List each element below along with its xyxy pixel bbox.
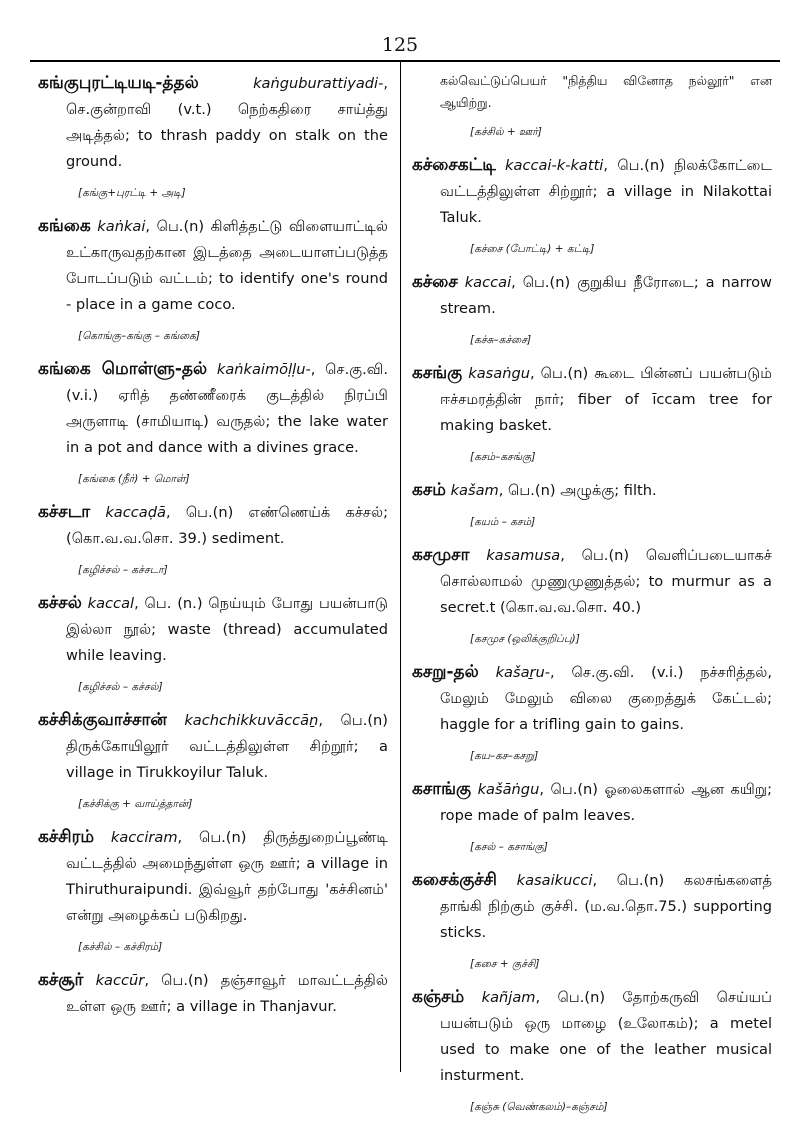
entry-etymology: [கழிச்சல் – கச்சல்] [78,681,163,693]
entry-headword: கங்கை [38,216,91,236]
entry-etymology: [கச்சை (போட்டி) + கட்டி] [470,243,595,255]
header-rule [30,60,780,62]
dictionary-entry [412,867,772,946]
dictionary-entry [412,776,772,829]
entry-etymology: [கயம் – கசம்] [470,516,536,528]
entry-transliteration: kaccūr [95,972,145,989]
dictionary-entry [412,269,772,322]
column-divider [400,62,401,1072]
dictionary-entry [412,542,772,621]
entry-transliteration: kasaṅgu [468,365,530,382]
entry-etymology: [கச்சில் – கச்சிரம்] [78,941,163,953]
entry-headword: கச்சடா [38,502,91,522]
dictionary-entry [38,70,388,175]
dictionary-entry [412,659,772,738]
entry-headword: கச்சிக்குவாச்சான் [38,710,167,730]
dictionary-entry [412,984,772,1089]
entry-definition: , பெ.(n) அழுக்கு; filth. [498,482,657,499]
entry-definition: , பெ.(n) திருக்கோயிலூர் வட்டத்திலுள்ள சிற்றூர்; a village in Tirukkoyilur Taluk. [66,712,388,781]
entry-etymology: [கசல் – கசாங்கு] [470,841,548,853]
entry-definition: , பெ.(n) எண்ணெய்க் கச்சல்; (கொ.வ.வ.சொ. 39.) sediment. [66,504,389,547]
entry-etymology: [கசமுச (ஒலிக்குறிப்பு)] [470,633,580,645]
dictionary-entry [38,213,388,318]
entry-headword: கச்சை [412,272,458,292]
dictionary-entry [38,824,388,929]
entry-definition: , பெ.(n) தோற்கருவி செய்யப் பயன்படும் ஒரு மாழை (உலோகம்); a metel used to make one of the leather musical insturment. [440,989,772,1084]
entry-transliteration: kañjam [481,989,536,1006]
entry-definition: , பெ.(n) கிளித்தட்டு விளையாட்டில் உட்காருவதற்கான இடத்தை அடையாளப்படுத்த போடப்படும் வட்டம்; to identify one's round - place in a game coco. [66,218,389,313]
entry-definition: , செ.கு.வி. (v.i.) நச்சரித்தல், மேலும் மேலும் விலை குறைத்துக் கேட்டல்; haggle for a trifling gain to gains. [440,664,773,733]
entry-headword: கச்சல் [38,593,82,613]
dictionary-entry [412,152,772,231]
entry-transliteration: kasaikucci [516,872,593,889]
dictionary-entry [38,590,388,669]
entry-transliteration: kaṅkaimōḷḷu- [216,361,311,378]
entry-headword: கச்சூர் [38,970,84,990]
entry-definition: , பெ.(n) நிலக்கோட்டை வட்டத்திலுள்ள சிற்றூர்; a village in Nilakottai Taluk. [440,157,773,226]
entry-etymology: [கச்சு–கச்சை] [470,334,532,346]
entry-etymology: [கசம்–கசங்கு] [470,451,536,463]
entry-etymology: [கய–கச–கசறு] [470,750,539,762]
entry-transliteration: kaccai [464,274,512,291]
entry-headword: கசங்கு [412,363,463,383]
entry-etymology: [கங்கு+புரட்டி + அடி] [78,187,186,199]
entry-headword: கசம் [412,480,446,500]
entry-definition: , செ.கு.வி. (v.i.) ஏரித் தண்ணீரைக் குடத்தில் நிரப்பி அருளாடி (சாமியாடி) வருதல்; the lake water in a pot and dance with a divines grace. [66,361,389,456]
entry-headword: கங்குபுரட்டியடி-த்தல் [38,73,199,93]
entry-transliteration: kaṅkai [97,218,146,235]
entry-headword: கசைக்குச்சி [412,870,497,890]
entry-transliteration: kaccai-k-katti [505,157,604,174]
entry-etymology: [கஞ்சு (வெண்கலம்)–கஞ்சம்] [470,1101,608,1113]
entry-etymology: [கழிச்சல் – கச்சடா] [78,564,168,576]
entry-headword: கச்சைகட்டி [412,155,496,175]
entry-transliteration: kašaṟu- [495,664,551,681]
entry-transliteration: kaccaḍā [105,504,166,521]
entry-headword: கச்சிரம் [38,827,95,847]
entry-etymology: [கங்கை (நீர்) + மொள்] [78,473,190,485]
dictionary-entry [38,707,388,786]
entry-definition: , பெ.(n) குறுகிய நீரோடை; a narrow stream. [440,274,772,317]
entry-definition: , பெ.(n) கலசங்களைத் தாங்கி நிற்கும் குச்சி. (ம.வ.தொ.75.) supporting sticks. [440,872,773,941]
entry-definition: , பெ.(n) தஞ்சாவூர் மாவட்டத்தில் உள்ள ஒரு ஊர்; a village in Thanjavur. [66,972,389,1015]
dictionary-entry [412,477,772,504]
entry-transliteration: kaccal [87,595,135,612]
dictionary-entry [412,360,772,439]
entry-definition: , பெ. (n.) நெய்யும் போது பயன்பாடு இல்லா நூல்; waste (thread) accumulated while leaving. [66,595,388,664]
entry-etymology: [கச்சில் + ஊர்] [470,126,542,138]
entry-definition: , பெ.(n) திருத்துறைப்பூண்டி வட்டத்தில் அமைந்துள்ள ஒரு ஊர்; a village in Thiruthuraipundi. இவ்வூர் தற்போது 'கச்சினம்' என்று அழைக்கப் படுகிறது. [66,829,389,924]
entry-definition: , பெ.(n) ஓலைகளால் ஆன கயிறு; rope made of palm leaves. [440,781,772,824]
entry-definition: , பெ.(n) வெளிப்படையாகச் சொல்லாமல் முணுமுணுத்தல்; to murmur as a secret.t (கொ.வ.வ.சொ. 40.) [440,547,772,616]
dictionary-entry [38,967,388,1020]
entry-headword: கசமுசா [412,545,470,565]
entry-definition: , பெ.(n) கூடை பின்னப் பயன்படும் ஈச்சமரத்தின் நார்; fiber of īccam tree for making basket. [440,365,772,434]
left-column [38,70,388,1020]
entry-transliteration: kasamusa [486,547,561,564]
continued-entry-text: கல்வெட்டுப்பெயர் "நித்திய வினோத நல்லூர்" என ஆயிற்று. [440,73,772,110]
entry-etymology: [கொங்கு–கங்கு – கங்கை] [78,330,200,342]
entry-transliteration: kaṅguburattiyadi- [253,75,384,92]
dictionary-entry [38,356,388,461]
entry-transliteration: kašāṅgu [477,781,540,798]
entry-transliteration: kachchikkuvāccāṉ [184,712,319,729]
entry-headword: கசாங்கு [412,779,472,799]
entry-etymology: [கசை + குச்சி] [470,958,540,970]
entry-headword: கங்கை மொள்ளு-தல் [38,359,208,379]
entry-transliteration: kašam [450,482,499,499]
entry-headword: கசறு-தல் [412,662,479,682]
dictionary-entry [38,499,388,552]
entry-headword: கஞ்சம் [412,987,465,1007]
right-column [412,70,772,1127]
entry-transliteration: kacciram [110,829,178,846]
entry-etymology: [கச்சிக்கு + வாய்த்தான்] [78,798,193,810]
entry-definition: , செ.குன்றாவி (v.t.) நெற்கதிரை சாய்த்து அடித்தல்; to thrash paddy on stalk on the ground. [66,75,388,170]
page-number: 125 [381,34,419,56]
